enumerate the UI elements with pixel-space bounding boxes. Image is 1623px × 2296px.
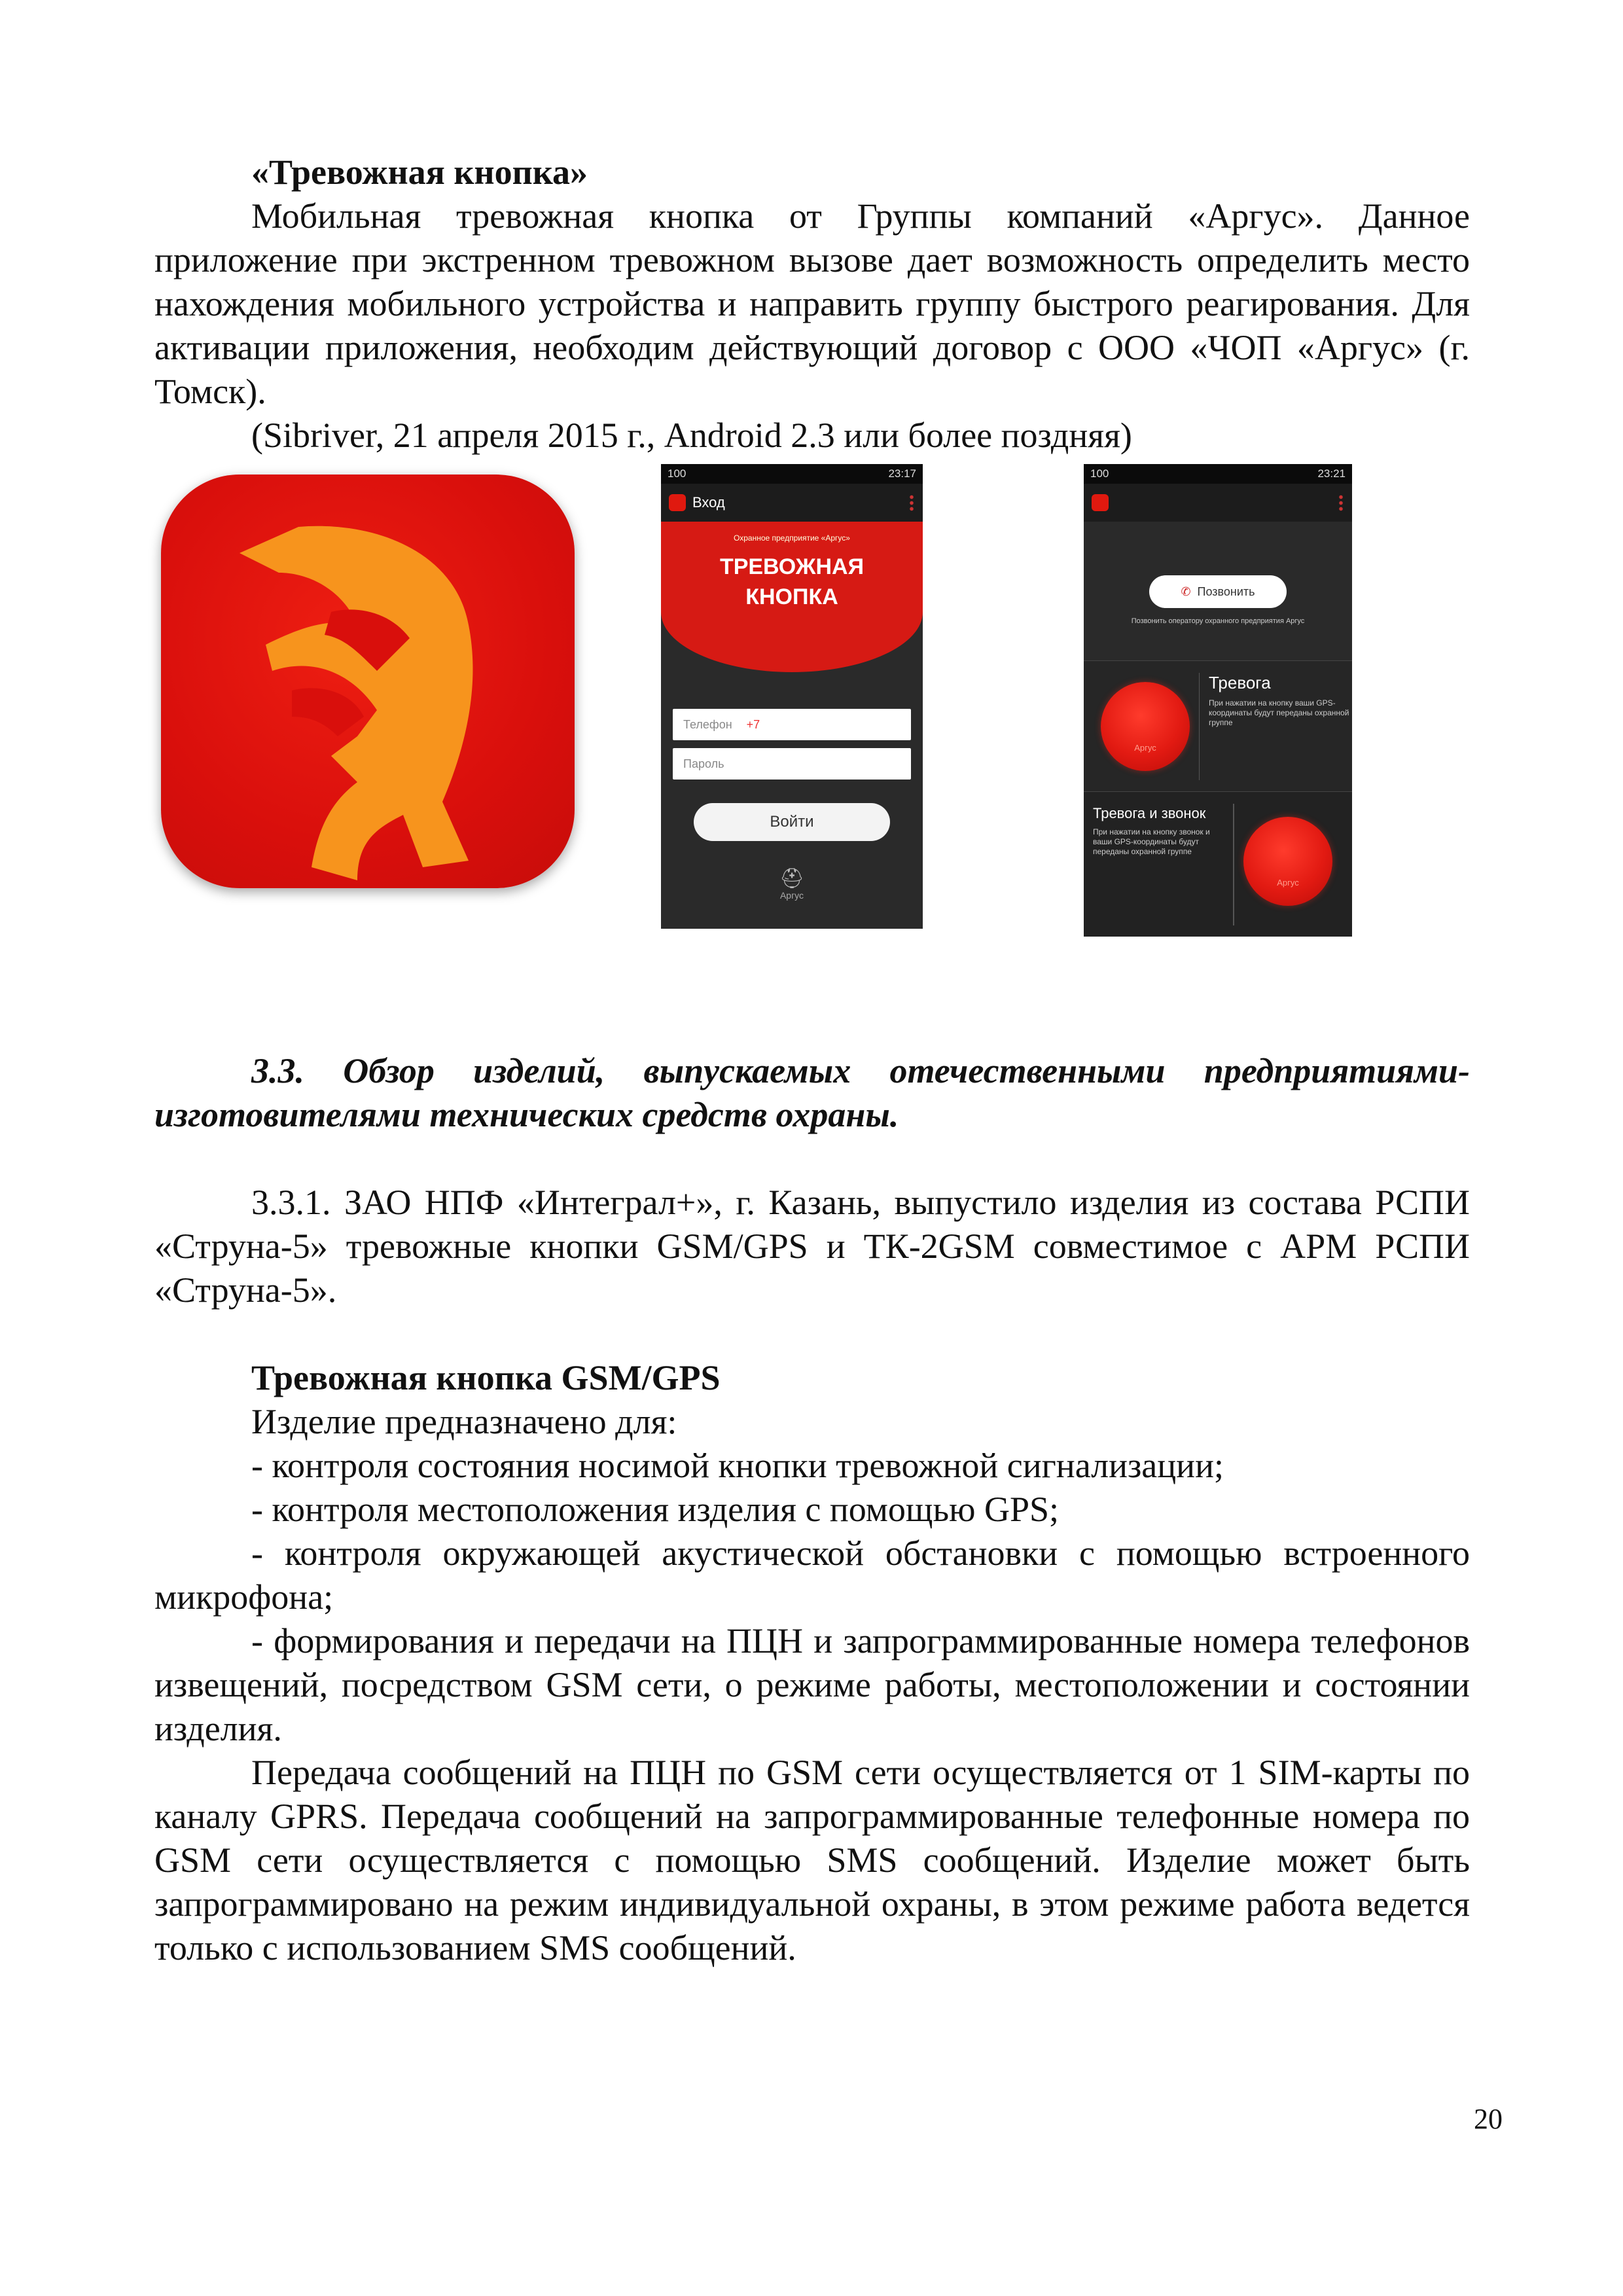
list-item: - контроля состояния носимой кнопки тревожной сигнализации; <box>251 1446 1224 1485</box>
list-item: - контроля окружающей акустической обстановки с помощью встроенного микрофона; <box>154 1534 1470 1617</box>
status-time: 23:17 <box>888 467 916 480</box>
spartan-helmet-icon <box>161 475 575 888</box>
status-bar <box>1084 464 1352 484</box>
heading-gsm-gps: Тревожная кнопка GSM/GPS <box>251 1358 721 1397</box>
section-heading: 3.3. Обзор изделий, выпускаемых отечественными предприятиями-изготовителями технических средств охраны. <box>154 1051 1470 1134</box>
alarm-call-text <box>1084 792 1224 937</box>
alarm-call-button-label: Аргус <box>1277 878 1299 888</box>
phone-input[interactable] <box>673 709 911 740</box>
call-note: Позвонить оператору охранного предприятия Аргус <box>1131 617 1305 625</box>
password-label: Пароль <box>683 757 724 770</box>
phone-icon: ✆ <box>1181 585 1191 598</box>
alarm-call-panel <box>1084 791 1352 937</box>
status-time: 23:21 <box>1317 467 1346 480</box>
alarm-title: Тревога <box>1208 673 1271 692</box>
paragraph-app-meta: (Sibriver, 21 апреля 2015 г., Android 2.3 или более поздняя) <box>251 416 1132 455</box>
call-button[interactable] <box>1149 575 1287 608</box>
alarm-button[interactable] <box>1101 682 1190 771</box>
battery-icon: 100 <box>668 467 687 480</box>
logo-text: Аргус <box>779 890 804 901</box>
phone-prefix: +7 <box>746 718 760 731</box>
call-button-label: Позвонить <box>1197 585 1255 598</box>
org-label: Охранное предприятие «Аргус» <box>734 533 850 543</box>
menu-dots-icon[interactable] <box>910 494 914 511</box>
heading-alarm-button: «Тревожная кнопка» <box>251 152 588 192</box>
list-item: - формирования и передачи на ПЦН и запрограммированные номера телефонов извещений, посредством GSM сети, о режиме работы, местоположении и состоянии изделия. <box>154 1621 1470 1748</box>
action-bar-title: Вход <box>692 494 725 511</box>
app-icon-helmet <box>161 475 575 888</box>
phone-screenshot-alarm <box>1084 464 1352 937</box>
paragraph-description: Мобильная тревожная кнопка от Группы компаний «Аргус». Данное приложение при экстренном тревожном вызове дает возможность определить место нахождения мобильного устройства и направить группу быстрого реагирования. Для активации приложения, необходим действующий договор с ООО «ЧОП «Аргус» (г. Томск). <box>154 196 1470 411</box>
app-logo-icon <box>669 494 686 511</box>
list-item: - контроля местоположения изделия с помощью GPS; <box>251 1490 1060 1529</box>
app-logo-icon <box>1092 494 1109 511</box>
alarm-call-button[interactable] <box>1243 817 1332 906</box>
menu-dots-icon[interactable] <box>1339 494 1343 511</box>
helmet-logo-icon: ⛑ <box>779 868 805 889</box>
alarm-button-label: Аргус <box>1134 743 1156 753</box>
argus-logo <box>661 867 923 901</box>
page-number: 20 <box>1474 2103 1503 2135</box>
divider <box>1233 804 1234 925</box>
paragraph-integral: 3.3.1. ЗАО НПФ «Интеграл+», г. Казань, выпустило изделия из состава РСПИ «Струна-5» тревожные кнопки GSM/GPS и ТК-2GSM совместимое с АРМ РСПИ «Струна-5». <box>154 1183 1470 1310</box>
app-title-line1: ТРЕВОЖНАЯ <box>719 554 865 579</box>
battery-icon: 100 <box>1090 467 1109 480</box>
password-input[interactable] <box>673 748 911 780</box>
paragraph-purpose: Изделие предназначено для: <box>251 1402 677 1441</box>
phone-screenshot-login <box>661 464 923 929</box>
login-button[interactable]: Войти <box>694 803 890 841</box>
action-bar <box>1084 484 1352 522</box>
phone-label: Телефон <box>683 718 732 731</box>
action-bar <box>661 484 923 522</box>
page-content <box>154 151 1470 1970</box>
alarm-call-title: Тревога и звонок <box>1093 805 1206 821</box>
divider <box>1199 673 1200 780</box>
app-title-line2: КНОПКА <box>745 584 838 609</box>
alarm-call-desc: При нажатии на кнопку звонок и ваши GPS-координаты будут переданы охранной группе <box>1093 827 1210 856</box>
header-banner <box>661 522 923 672</box>
status-bar <box>661 464 923 484</box>
paragraph-transmission: Передача сообщений на ПЦН по GSM сети осуществляется от 1 SIM-карты по каналу GPRS. Передача сообщений на запрограммированные телефонные номера по GSM сети осуществляется с помощью SMS сообщений. Изделие может быть запрограммировано на режим индивидуальной охраны, в этом режиме работа ведется только с использованием SMS сообщений. <box>154 1753 1470 1967</box>
alarm-desc: При нажатии на кнопку ваши GPS-координаты будут переданы охранной группе <box>1208 698 1349 727</box>
figures-row <box>154 464 1470 951</box>
alarm-panel <box>1084 660 1352 792</box>
alarm-text <box>1209 661 1352 792</box>
